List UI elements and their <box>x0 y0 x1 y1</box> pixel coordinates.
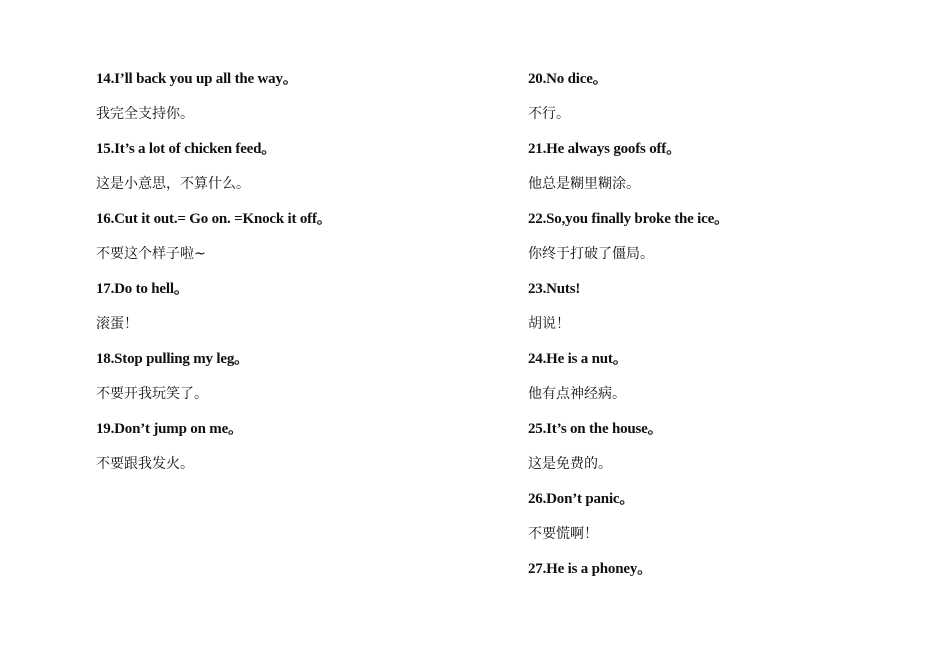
left-column <box>96 68 496 488</box>
english-phrase: 21.He always goofs off。 <box>528 141 681 157</box>
english-phrase: 24.He is a nut。 <box>528 351 628 367</box>
english-phrase: 18.Stop pulling my leg。 <box>96 351 249 367</box>
english-phrase: 22.So,you finally broke the ice。 <box>528 211 729 227</box>
phrase-entry-22 <box>528 208 928 265</box>
phrase-entry-20 <box>528 68 928 125</box>
english-phrase: 15.It’s a lot of chicken feed。 <box>96 141 277 157</box>
chinese-translation: 这是免费的。 <box>528 456 612 472</box>
phrase-entry-16 <box>96 208 496 265</box>
phrase-entry-21 <box>528 138 928 195</box>
chinese-translation: 不要慌啊！ <box>528 526 598 542</box>
phrase-entry-17 <box>96 278 496 335</box>
chinese-translation: 不要这个样子啦~ <box>96 246 206 262</box>
chinese-translation: 胡说！ <box>528 316 570 332</box>
chinese-translation: 不要开我玩笑了。 <box>96 386 208 402</box>
chinese-translation: 他总是糊里糊涂。 <box>528 176 640 192</box>
phrase-entry-24 <box>528 348 928 405</box>
phrase-entry-15 <box>96 138 496 195</box>
english-phrase: 25.It’s on the house。 <box>528 421 663 437</box>
phrase-entry-23 <box>528 278 928 335</box>
chinese-translation: 你终于打破了僵局。 <box>528 246 654 262</box>
phrase-entry-18 <box>96 348 496 405</box>
english-phrase: 23.Nuts! <box>528 281 581 297</box>
phrase-entry-26 <box>528 488 928 545</box>
english-phrase: 19.Don’t jump on me。 <box>96 421 243 437</box>
right-column <box>528 68 928 593</box>
chinese-translation: 滚蛋！ <box>96 316 138 332</box>
english-phrase: 26.Don’t panic。 <box>528 491 635 507</box>
english-phrase: 17.Do to hell。 <box>96 281 189 297</box>
chinese-translation: 他有点神经病。 <box>528 386 626 402</box>
chinese-translation: 我完全支持你。 <box>96 106 194 122</box>
english-phrase: 14.I’ll back you up all the way。 <box>96 71 298 87</box>
english-phrase: 16.Cut it out.= Go on. =Knock it off。 <box>96 211 332 227</box>
phrase-entry-19 <box>96 418 496 475</box>
chinese-translation: 不要跟我发火。 <box>96 456 194 472</box>
english-phrase: 20.No dice。 <box>528 71 608 87</box>
phrase-entry-27 <box>528 558 928 580</box>
chinese-translation: 这是小意思，不算什么。 <box>96 176 250 192</box>
chinese-translation: 不行。 <box>528 106 570 122</box>
phrase-entry-25 <box>528 418 928 475</box>
english-phrase: 27.He is a phoney。 <box>528 561 652 577</box>
phrase-entry-14 <box>96 68 496 125</box>
